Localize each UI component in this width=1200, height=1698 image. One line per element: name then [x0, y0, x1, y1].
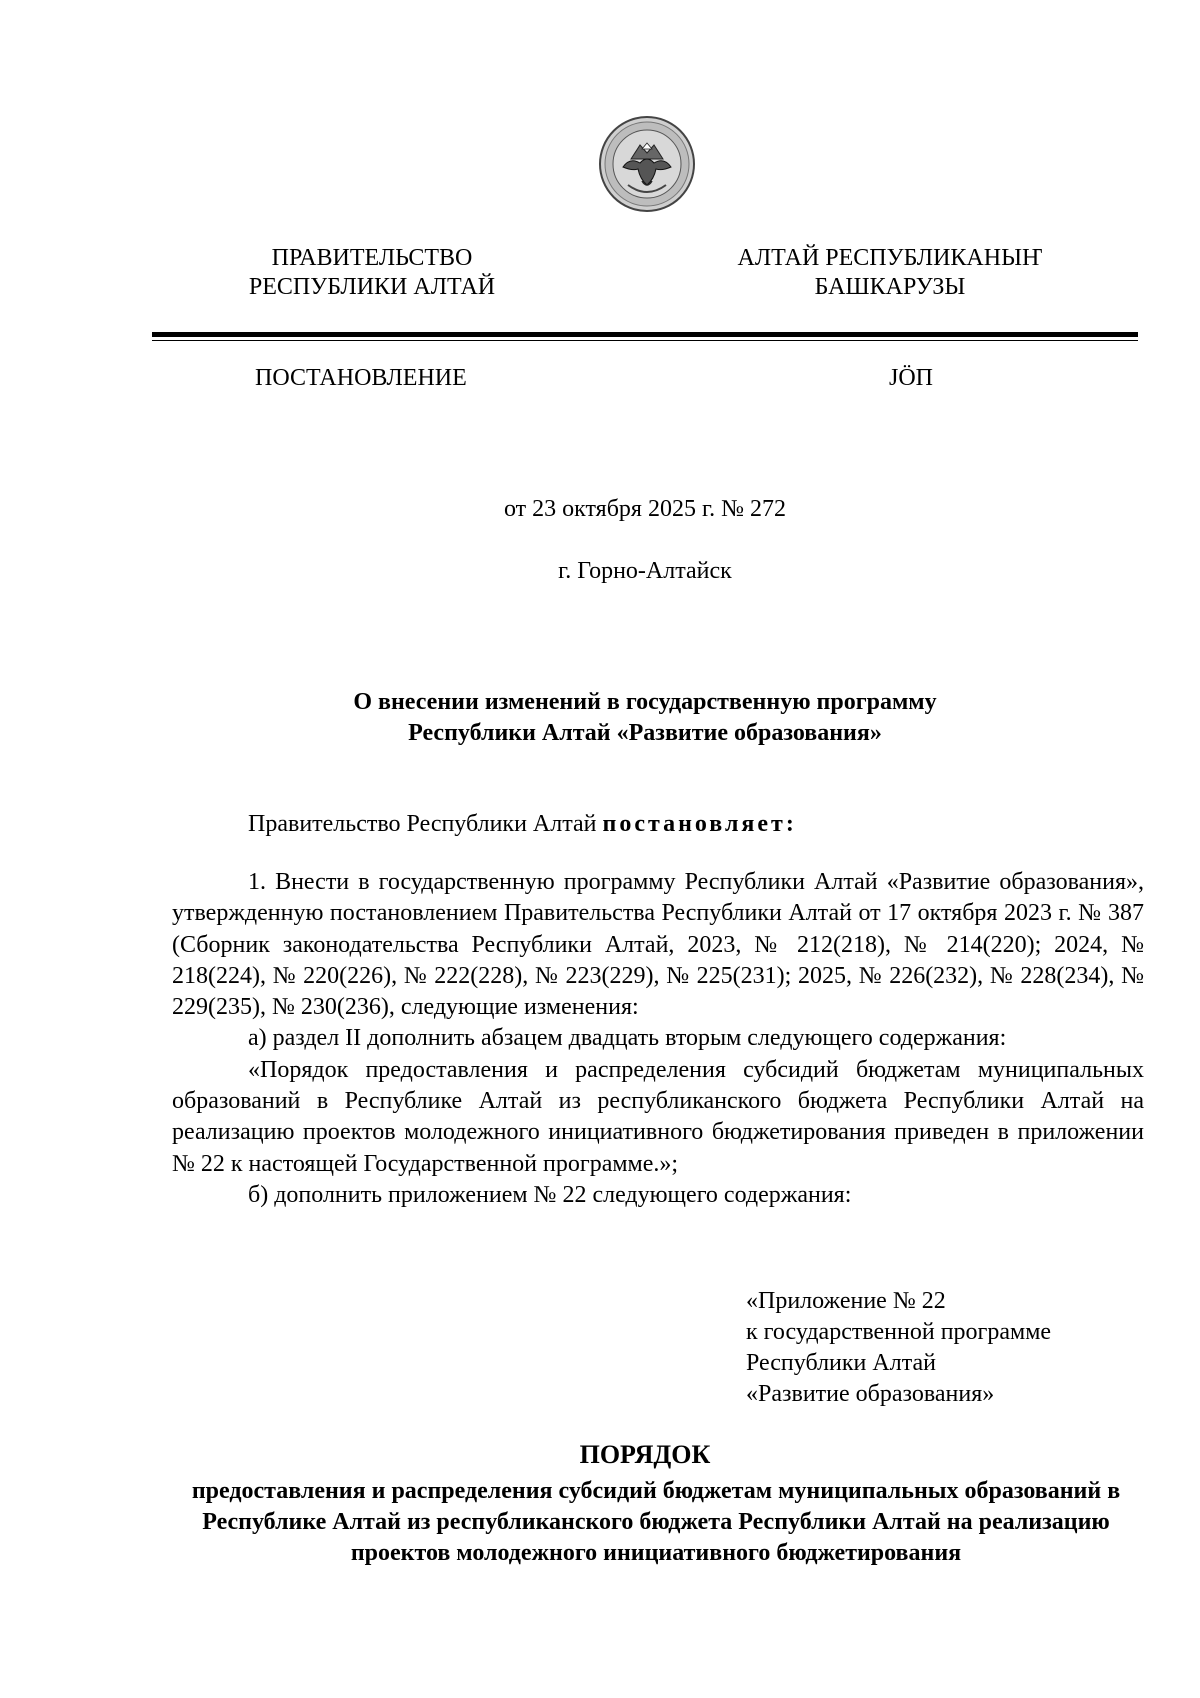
gov-ru-line2: РЕСПУБЛИКИ АЛТАЙ [248, 274, 496, 300]
doc-title-line1: О внесении изменений в государственную программу [353, 689, 937, 715]
header-divider-thin [152, 340, 1138, 341]
order-sub-line3: проектов молодежного инициативного бюджетирования [350, 1540, 962, 1566]
order-subtitle [172, 1476, 1140, 1569]
order-sub-line2: Республике Алтай из республиканского бюджета Республики Алтай на реализацию [202, 1509, 1110, 1535]
annex-line3: Республики Алтай [746, 1350, 936, 1376]
doc-type-ru: ПОСТАНОВЛЕНИЕ [255, 365, 467, 391]
paragraph-b: б) дополнить приложением № 22 следующего содержания: [248, 1181, 852, 1208]
paragraph-quote: «Порядок предоставления и распределения субсидий бюджетам муниципальных образований в Республике Алтай из республиканского бюджета Республики Алтай на реализацию проектов молодежного инициативного бюджетирования приведен в приложении № 22 к настоящей Государственной программе.»; [172, 1056, 1144, 1177]
annex-line1: «Приложение № 22 [746, 1288, 946, 1314]
place: г. Горно-Алтайск [558, 558, 732, 584]
gov-alt-line2: БАШКАРУЗЫ [814, 274, 966, 300]
doc-type-alt: ЈӦП [889, 365, 934, 391]
body-text [172, 867, 1144, 1211]
preamble [248, 809, 797, 839]
preamble-emphasis: постановляет: [602, 811, 797, 837]
emblem-icon [598, 115, 696, 213]
doc-title-line2: Республики Алтай «Развитие образования» [408, 720, 882, 746]
date-number: от 23 октября 2025 г. № 272 [503, 496, 786, 522]
paragraph-1: 1. Внести в государственную программу Республики Алтай «Развитие образования», утвержденную постановлением Правительства Республики Алтай от 17 октября 2023 г. № 387 (Сборник законодательства Республики Алтай, 2023, № 212(218), № 214(220); 2024, № 218(224), № 220(226), № 222(228), № 223(229), № 225(231); 2025, № 226(232), № 228(234), № 229(235), № 230(236), следующие изменения: [172, 869, 1144, 1021]
annex-line4: «Развитие образования» [746, 1381, 995, 1407]
paragraph-a: а) раздел II дополнить абзацем двадцать вторым следующего содержания: [248, 1025, 1007, 1052]
preamble-text: Правительство Республики Алтай [248, 811, 603, 837]
annex-line2: к государственной программе [746, 1319, 1052, 1345]
order-sub-line1: предоставления и распределения субсидий бюджетам муниципальных образований в [191, 1478, 1121, 1504]
gov-alt-line1: АЛТАЙ РЕСПУБЛИКАНЫҤ [737, 245, 1043, 271]
government-name-alt [700, 244, 1080, 302]
gov-ru-line1: ПРАВИТЕЛЬСТВО [271, 245, 473, 271]
order-title: ПОРЯДОК [579, 1440, 711, 1469]
government-name-ru [182, 244, 562, 302]
header-divider-thick [152, 332, 1138, 337]
annex-reference [746, 1286, 1051, 1410]
